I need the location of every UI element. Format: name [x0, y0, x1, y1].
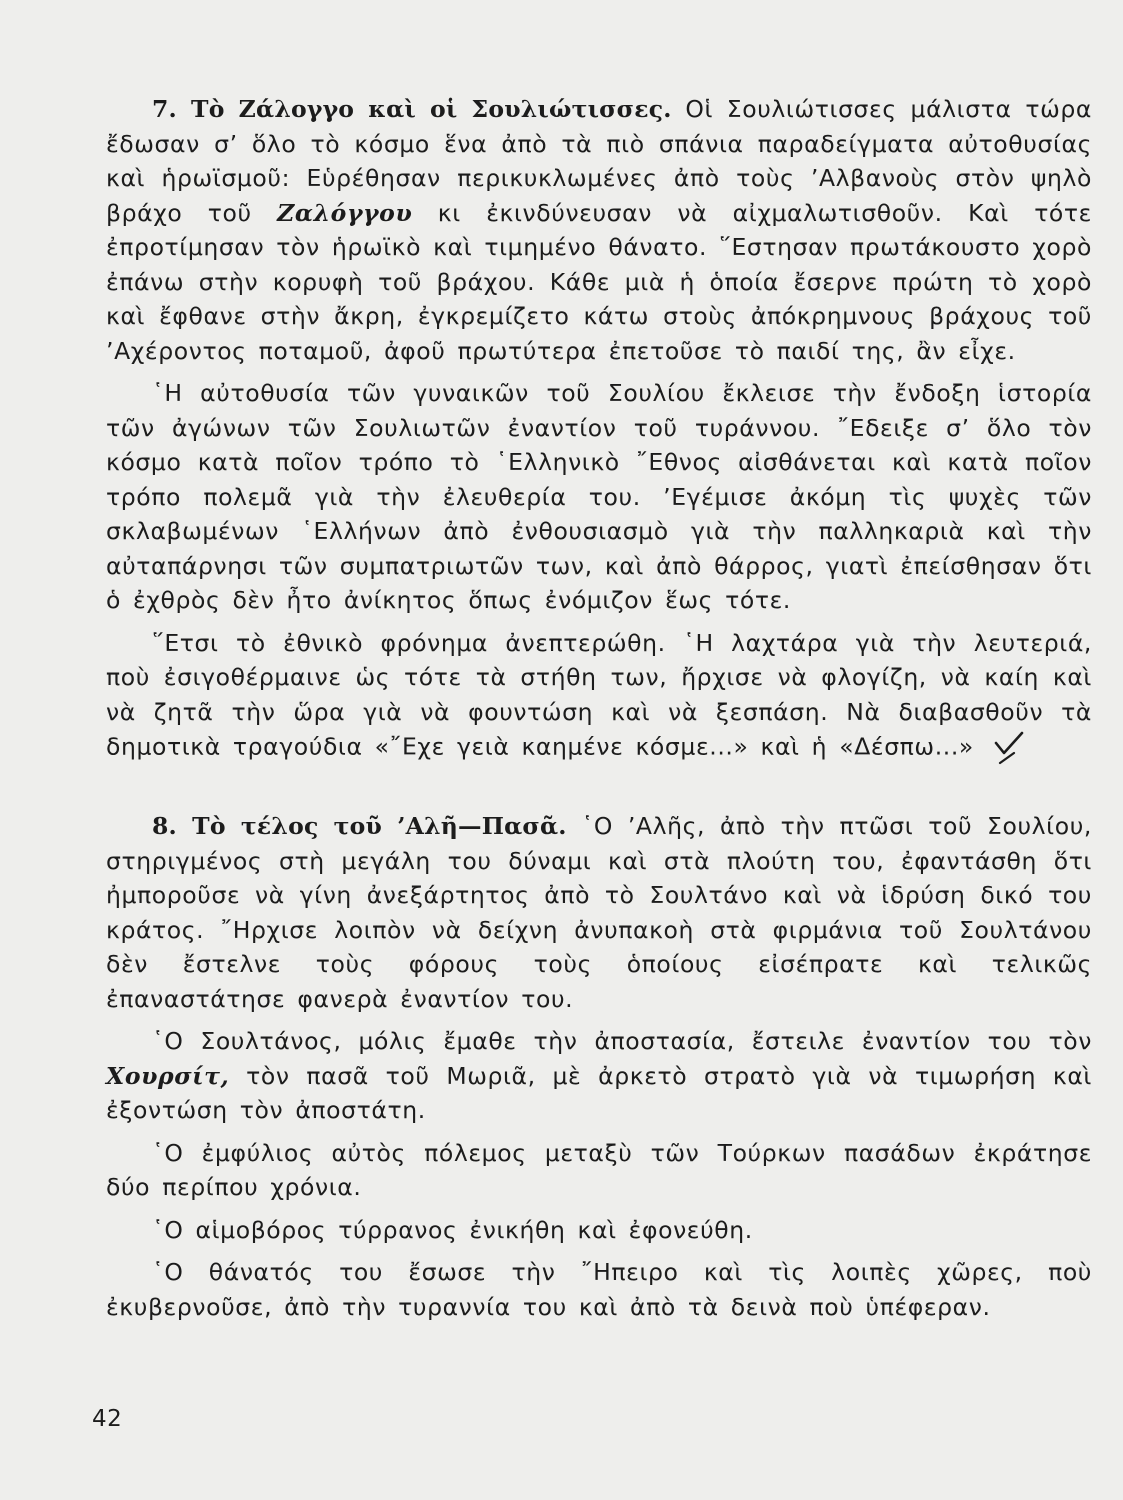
emphasized-person-name: Χουρσίτ, [106, 1061, 230, 1090]
text-run: ῾Ο ’Αλῆς, ἀπὸ τὴν πτῶσι τοῦ Σουλίου, στηριγμένος στὴ μεγάλη του δύναμι καὶ στὰ πλούτη του, ἐφαντάσθη ὅτι ἠμποροῦσε νὰ γίνη ἀνεξάρτητος ἀπὸ τὸ Σουλτάνο καὶ νὰ ἱδρύση δικό του κράτος. ῎Ηρχισε λοιπὸν νὰ δείχνη ἀνυπακοὴ στὰ φιρμάνια τοῦ Σουλτάνου δὲν ἔστελνε τοὺς φόρους τοὺς ὁποίους εἰσέπρατε καὶ τελικῶς ἐπαναστάτησε φανερὰ ἐναντίον του. [106, 812, 1092, 1013]
text-run: ῾Ο Σουλτάνος, μόλις ἔμαθε τὴν ἀποστασία, ἔστειλε ἐναντίον του τὸν [152, 1027, 1092, 1055]
section-8-paragraph-4: ῾Ο αἱμοβόρος τύρρανος ἐνικήθη καὶ ἐφονεύθη. [152, 1215, 753, 1244]
section-8-heading: 8. Τὸ τέλος τοῦ ’Αλῆ—Πασᾶ. [152, 812, 567, 840]
section-8-paragraph-2 [106, 1024, 1092, 1128]
text-run: τὸν πασᾶ τοῦ Μωριᾶ, μὲ ἀρκετὸ στρατὸ γιὰ νὰ τιμωρήση καὶ ἐξοντώση τὸν ἀποστάτη. [106, 1061, 1092, 1124]
page-body [106, 92, 1092, 1332]
handwritten-check-mark-icon [992, 729, 1032, 767]
section-7-heading: 7. Τὸ Ζάλογγο καὶ οἱ Σουλιώτισσες. [152, 95, 672, 123]
section-8-paragraph-3: ῾Ο ἐμφύλιος αὐτὸς πόλεμος μεταξὺ τῶν Τούρκων πασάδων ἐκράτησε δύο περίπου χρόνια. [106, 1138, 1092, 1201]
section-8-paragraph-5: ῾Ο θάνατός του ἔσωσε τὴν ῎Ηπειρο καὶ τὶς λοιπὲς χῶρες, ποὺ ἐκυβερνοῦσε, ἀπὸ τὴν τυραννία του καὶ ἀπὸ τὰ δεινὰ ποὺ ὑπέφεραν. [106, 1258, 1092, 1321]
section-7-paragraph-1 [106, 92, 1092, 368]
text-run: Οἱ Σουλιώτισσες μάλιστα τώρα ἔδωσαν σ’ ὅλο τὸ κόσμο ἕνα ἀπὸ τὰ πιὸ σπάνια παραδείγματα αὐτοθυσίας καὶ ἡρωϊσμοῦ: Εὑρέθησαν περικυκλωμένες ἀπὸ τοὺς ’Αλβανοὺς στὸν ψηλὸ βράχο τοῦ [106, 95, 1092, 227]
section-spacer [106, 775, 1092, 809]
section-7-paragraph-2: ῾Η αὐτοθυσία τῶν γυναικῶν τοῦ Σουλίου ἔκλεισε τὴν ἔνδοξη ἱστορία τῶν ἀγώνων τῶν Σουλιωτῶν ἐναντίον τοῦ τυράννου. ῎Εδειξε σ’ ὅλο τὸν κόσμο κατὰ ποῖον τρόπο τὸ ῾Ελληνικὸ ῎Εθνος αἰσθάνεται καὶ κατὰ ποῖον τρόπο πολεμᾶ γιὰ τὴν ἐλευθερία του. ’Εγέμισε ἀκόμη τὶς ψυχὲς τῶν σκλαβωμένων ῾Ελλήνων ἀπὸ ἐνθουσιασμὸ γιὰ τὴν παλληκαριὰ καὶ τὴν αὐταπάρνησι τῶν συμπατριωτῶν των, καὶ ἀπὸ θάρρος, γιατὶ ἐπείσθησαν ὅτι ὁ ἐχθρὸς δὲν ἦτο ἀνίκητος ὅπως ἐνόμιζον ἕως τότε. [106, 379, 1092, 614]
emphasized-place-name: Ζαλόγγου [277, 198, 413, 227]
section-8-paragraph-1 [106, 809, 1092, 1016]
text-run: ῞Ετσι τὸ ἐθνικὸ φρόνημα ἀνεπτερώθη. ῾Η λαχτάρα γιὰ τὴν λευτεριά, ποὺ ἐσιγοθέρμαινε ὡς τότε τὰ στήθη των, ἤρχισε νὰ φλογίζη, νὰ καίη καὶ νὰ ζητᾶ τὴν ὥρα γιὰ νὰ φουντώση καὶ νὰ ξεσπάση. Νὰ διαβασθοῦν τὰ δημοτικὰ τραγούδια «῎Εχε γειὰ καημένε κόσμε...» καὶ ἡ «Δέσπω...» [106, 628, 1092, 761]
text-run: κι ἐκινδύνευσαν νὰ αἰχμαλωτισθοῦν. Καὶ τότε ἐπροτίμησαν τὸν ἡρωϊκὸ καὶ τιμημένο θάνατο. ῞Εστησαν πρωτάκουστο χορὸ ἐπάνω στὴν κορυφὴ τοῦ βράχου. Κάθε μιὰ ἡ ὁποία ἔσερνε πρώτη τὸ χορὸ καὶ ἔφθανε στὴν ἄκρη, ἐγκρεμίζετο κάτω στοὺς ἀπόκρημνους βράχους τοῦ ’Αχέροντος ποταμοῦ, ἀφοῦ πρωτύτερα ἐπετοῦσε τὸ παιδί της, ἂν εἶχε. [106, 198, 1092, 365]
section-7-paragraph-3 [106, 626, 1092, 768]
page-number: 42 [92, 1406, 123, 1432]
